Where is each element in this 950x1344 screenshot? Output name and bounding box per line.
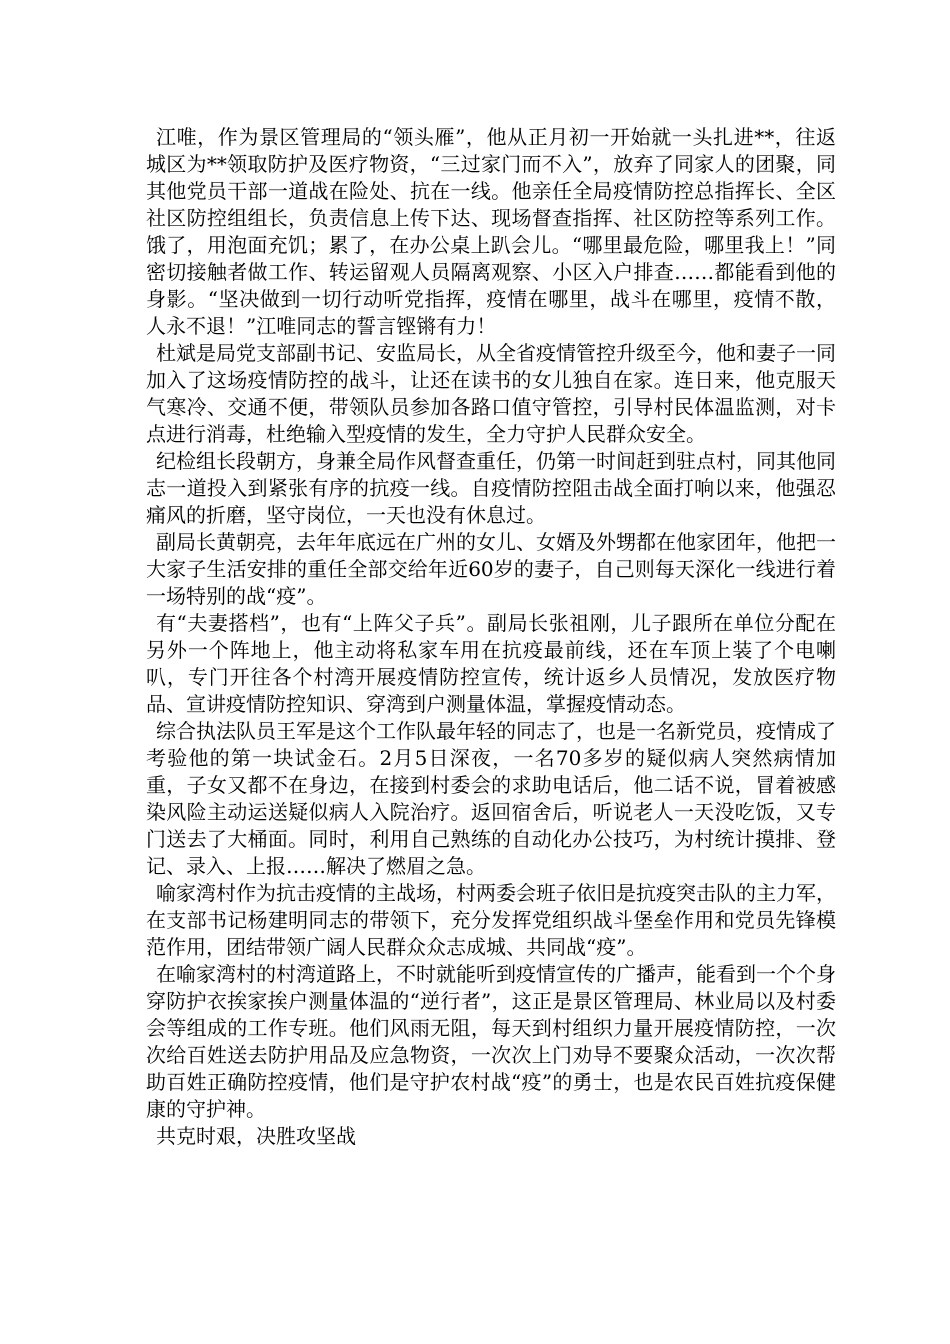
section-heading: 共克时艰，决胜攻坚战 [156, 1124, 356, 1148]
paragraph-duan-chaofang: 纪检组长段朝方，身兼全局作风督查重任，仍第一时间赶到驻点村，同其他同志一道投入到紧张有序的抗疫一线。自疫情防控阻击战全面打响以来，他强忍痛风的折磨，坚守岗位，一天也没有休息过。 [146, 449, 836, 527]
paragraph-zhang-zugang: 有“夫妻搭档”，也有“上阵父子兵”。副局长张祖刚，儿子跟所在单位分配在另外一个阵地上，他主动将私家车用在抗疫最前线，还在车顶上装了个电喇叭，专门开往各个村湾开展疫情防控宣传，统计返乡人员情况，发放医疗物品、宣讲疫情防控知识、穿湾到户测量体温，掌握疫情动态。 [146, 611, 836, 716]
paragraph-village-roads: 在喻家湾村的村湾道路上，不时就能听到疫情宣传的广播声，能看到一个个身穿防护衣挨家挨户测量体温的“逆行者”，这正是景区管理局、林业局以及村委会等组成的工作专班。他们风雨无阻，每天到村组织力量开展疫情防控，一次次给百姓送去防护用品及应急物资，一次次上门劝导不要聚众活动，一次次帮助百姓正确防控疫情，他们是守护农村战“疫”的勇士，也是农民百姓抗疫保健康的守护神。 [146, 962, 836, 1121]
paragraph-yujiawan-village: 喻家湾村作为抗击疫情的主战场，村两委会班子依旧是抗疫突击队的主力军，在支部书记杨建明同志的带领下，充分发挥党组织战斗堡垒作用和党员先锋模范作用，团结带领广阔人民群众众志成城、共同战“疫”。 [146, 881, 836, 959]
paragraph-du-bin: 杜斌是局党支部副书记、安监局长，从全省疫情管控升级至今，他和妻子一同加入了这场疫情防控的战斗，让还在读书的女儿独自在家。连日来，他克服天气寒冷、交通不便，带领队员参加各路口值守管控，引导村民体温监测，对卡点进行消毒，杜绝输入型疫情的发生，全力守护人民群众安全。 [146, 341, 836, 446]
paragraph-wang-jun: 综合执法队员王军是这个工作队最年轻的同志了，也是一名新党员，疫情成了考验他的第一块试金石。2月5日深夜，一名70多岁的疑似病人突然病情加重，子女又都不在身边，在接到村委会的求助电话后，他二话不说，冒着被感染风险主动运送疑似病人入院治疗。返回宿舍后，听说老人一天没吃饭，又专门送去了大桶面。同时，利用自己熟练的自动化办公技巧，为村统计摸排、登记、录入、上报……解决了燃眉之急。 [146, 719, 836, 878]
document-body [146, 124, 836, 1150]
paragraph-jiang-wei: 江唯，作为景区管理局的“领头雁”，他从正月初一开始就一头扎进**，往返城区为**领取防护及医疗物资，“三过家门而不入”，放弃了同家人的团聚，同其他党员干部一道战在险处、抗在一线。他亲任全局疫情防控总指挥长、全区社区防控组组长，负责信息上传下达、现场督查指挥、社区防控等系列工作。饿了，用泡面充饥；累了，在办公桌上趴会儿。“哪里最危险，哪里我上！”同密切接触者做工作、转运留观人员隔离观察、小区入户排查……都能看到他的身影。“坚决做到一切行动听党指挥，疫情在哪里，战斗在哪里，疫情不散，人永不退！”江唯同志的誓言铿锵有力！ [146, 125, 836, 338]
paragraph-huang-chaoliang: 副局长黄朝亮，去年年底远在广州的女儿、女婿及外甥都在他家团年，他把一大家子生活安排的重任全部交给年近60岁的妻子，自己则每天深化一线进行着一场特别的战“疫”。 [146, 530, 836, 608]
